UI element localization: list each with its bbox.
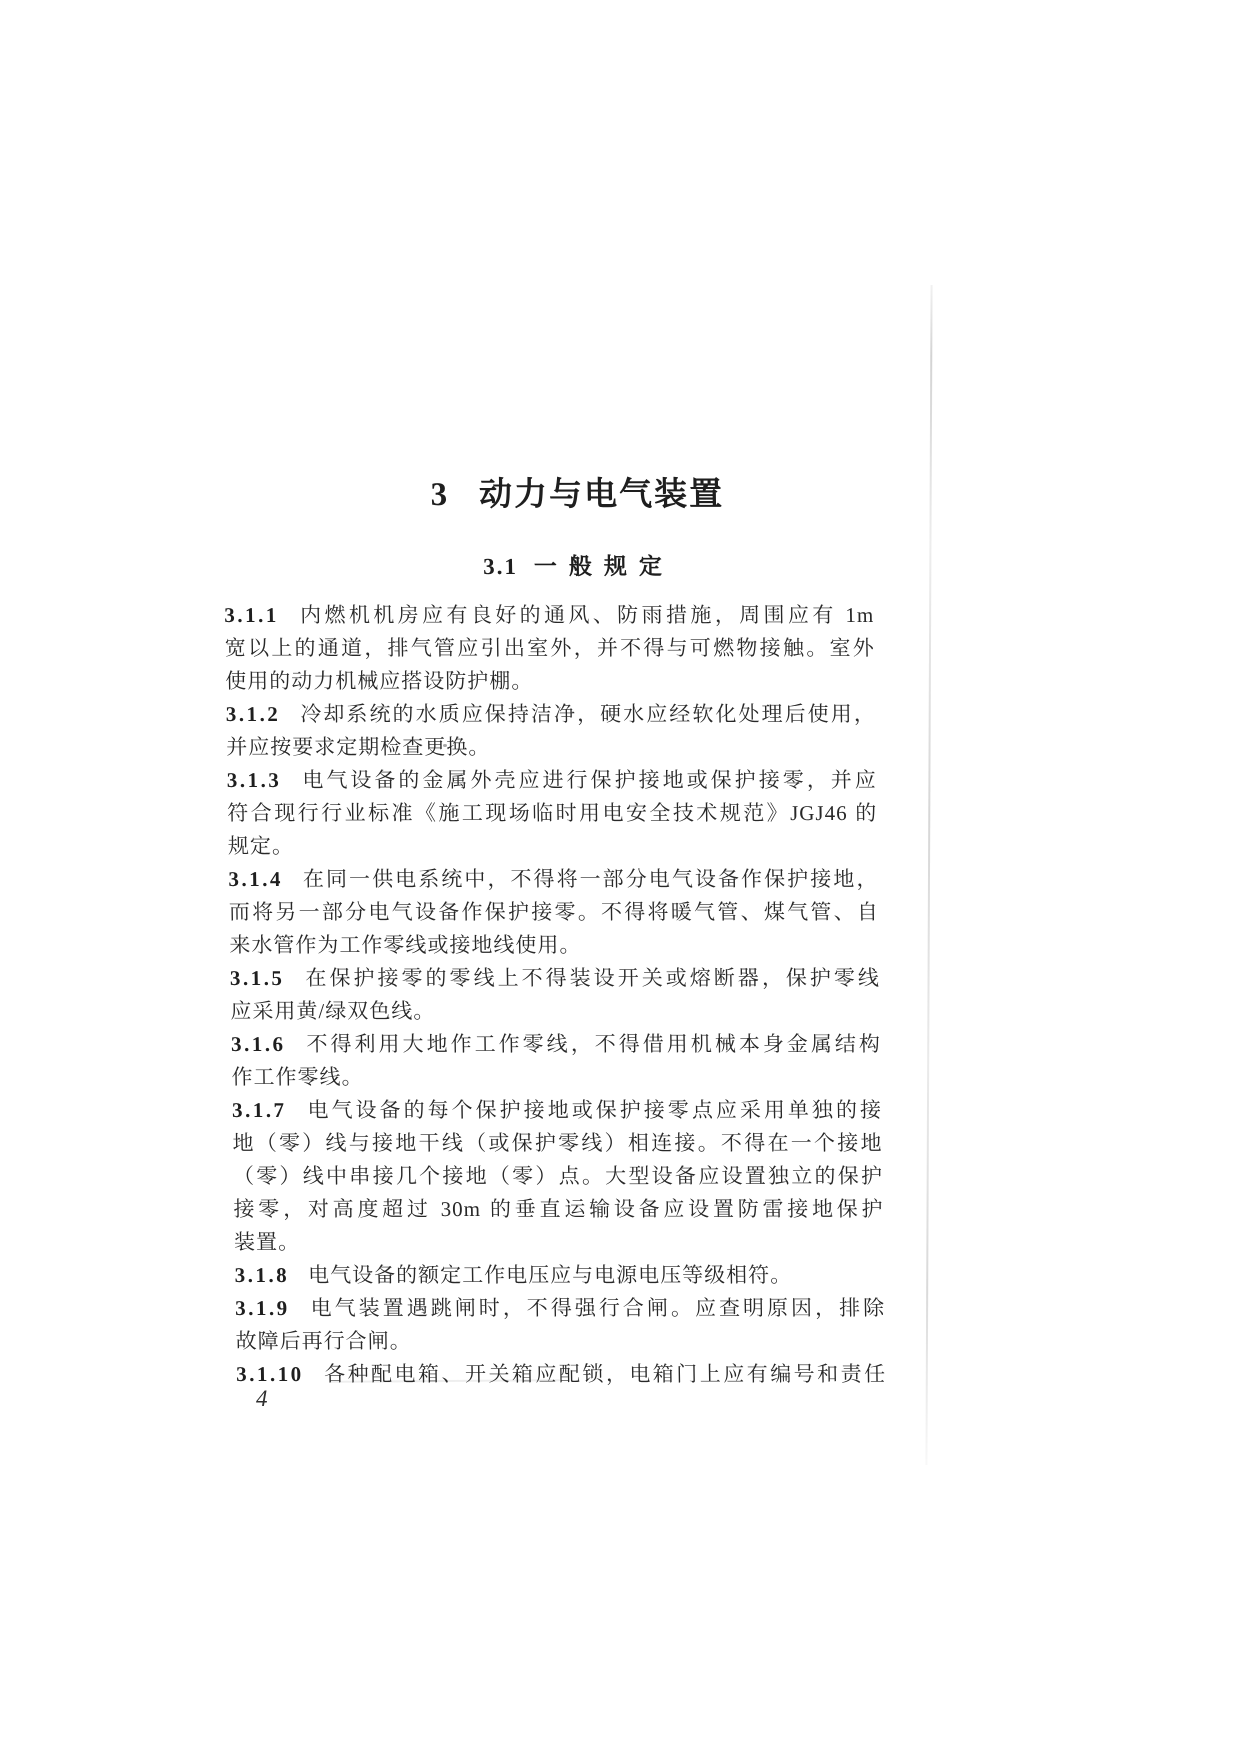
clause-line: 故障后再行合闸。 [235, 1329, 412, 1353]
clause-line: 装置。 [233, 1230, 301, 1254]
clause-line: （零）线中串接几个接地（零）点。大型设备应设置独立的保护 [232, 1164, 884, 1188]
clause-line: 作工作零线。 [231, 1065, 364, 1089]
chapter-title [252, 474, 903, 516]
clause-list [224, 599, 886, 1391]
clause-line: 3.1.3 电气设备的金属外壳应进行保护接地或保护接零，并应 [226, 768, 877, 792]
clause-line: 符合现行行业标准《施工现场临时用电安全技术规范》JGJ46 的 [227, 801, 878, 825]
section-name: 一般规定 [533, 554, 675, 579]
clause-line: 3.1.4 在同一供电系统中，不得将一部分电气设备作保护接地， [228, 867, 879, 891]
clause-number: 3.1.1 [224, 603, 279, 627]
clause-line: 3.1.1 内燃机机房应有良好的通风、防雨措施，周围应有 1m [224, 603, 875, 627]
scan-edge-artifact [925, 285, 932, 1465]
clause-line: 应采用黄/绿双色线。 [230, 999, 436, 1023]
clause-number: 3.1.9 [234, 1296, 290, 1320]
clause-line: 3.1.9 电气装置遇跳闸时，不得强行合闸。应查明原因，排除 [234, 1296, 886, 1320]
clause-number: 3.1.4 [228, 867, 284, 891]
chapter-number: 3 [430, 477, 450, 513]
clause-number: 3.1.3 [226, 768, 282, 792]
clause-number: 3.1.7 [231, 1098, 287, 1122]
clause-number: 3.1.5 [229, 966, 285, 990]
section-number: 3.1 [482, 554, 519, 579]
clause-number: 3.1.10 [235, 1362, 304, 1386]
clause-line: 接零，对高度超过 30m 的垂直运输设备应设置防雷接地保护 [233, 1197, 884, 1221]
clause-line: 规定。 [227, 834, 295, 858]
clause-line: 3.1.7 电气设备的每个保护接地或保护接零点应采用单独的接 [231, 1098, 883, 1122]
clause-line: 宽以上的通道，排气管应引出室外，并不得与可燃物接触。室外 [224, 636, 875, 660]
clause-line: 来水管作为工作零线或接地线使用。 [229, 933, 582, 957]
chapter-name: 动力与电气装置 [478, 477, 725, 513]
clause-line: 使用的动力机械应搭设防护棚。 [225, 669, 534, 693]
page-content [222, 474, 886, 1391]
clause-number: 3.1.2 [225, 702, 281, 726]
clause-line: 3.1.8 电气设备的额定工作电压应与电源电压等级相符。 [234, 1263, 793, 1287]
clause-number: 3.1.8 [234, 1263, 290, 1287]
clause-line: 而将另一部分电气设备作保护接零。不得将暖气管、煤气管、自 [228, 900, 880, 924]
clause-line: 3.1.2 冷却系统的水质应保持洁净，硬水应经软化处理后使用， [225, 702, 876, 726]
clause-line: 地（零）线与接地干线（或保护零线）相连接。不得在一个接地 [232, 1131, 883, 1155]
clause-number: 3.1.6 [230, 1032, 286, 1056]
clause-line: 并应按要求定期检查更换。 [226, 735, 491, 759]
clause-line: 3.1.5 在保护接零的零线上不得装设开关或熔断器，保护零线 [229, 966, 881, 990]
clause-line: 3.1.6 不得利用大地作工作零线，不得借用机械本身金属结构 [230, 1032, 882, 1056]
page-number: 4 [256, 1386, 268, 1411]
clause-line: 3.1.10 各种配电箱、开关箱应配锁，电箱门上应有编号和责任 [235, 1362, 887, 1386]
section-heading [253, 552, 903, 582]
